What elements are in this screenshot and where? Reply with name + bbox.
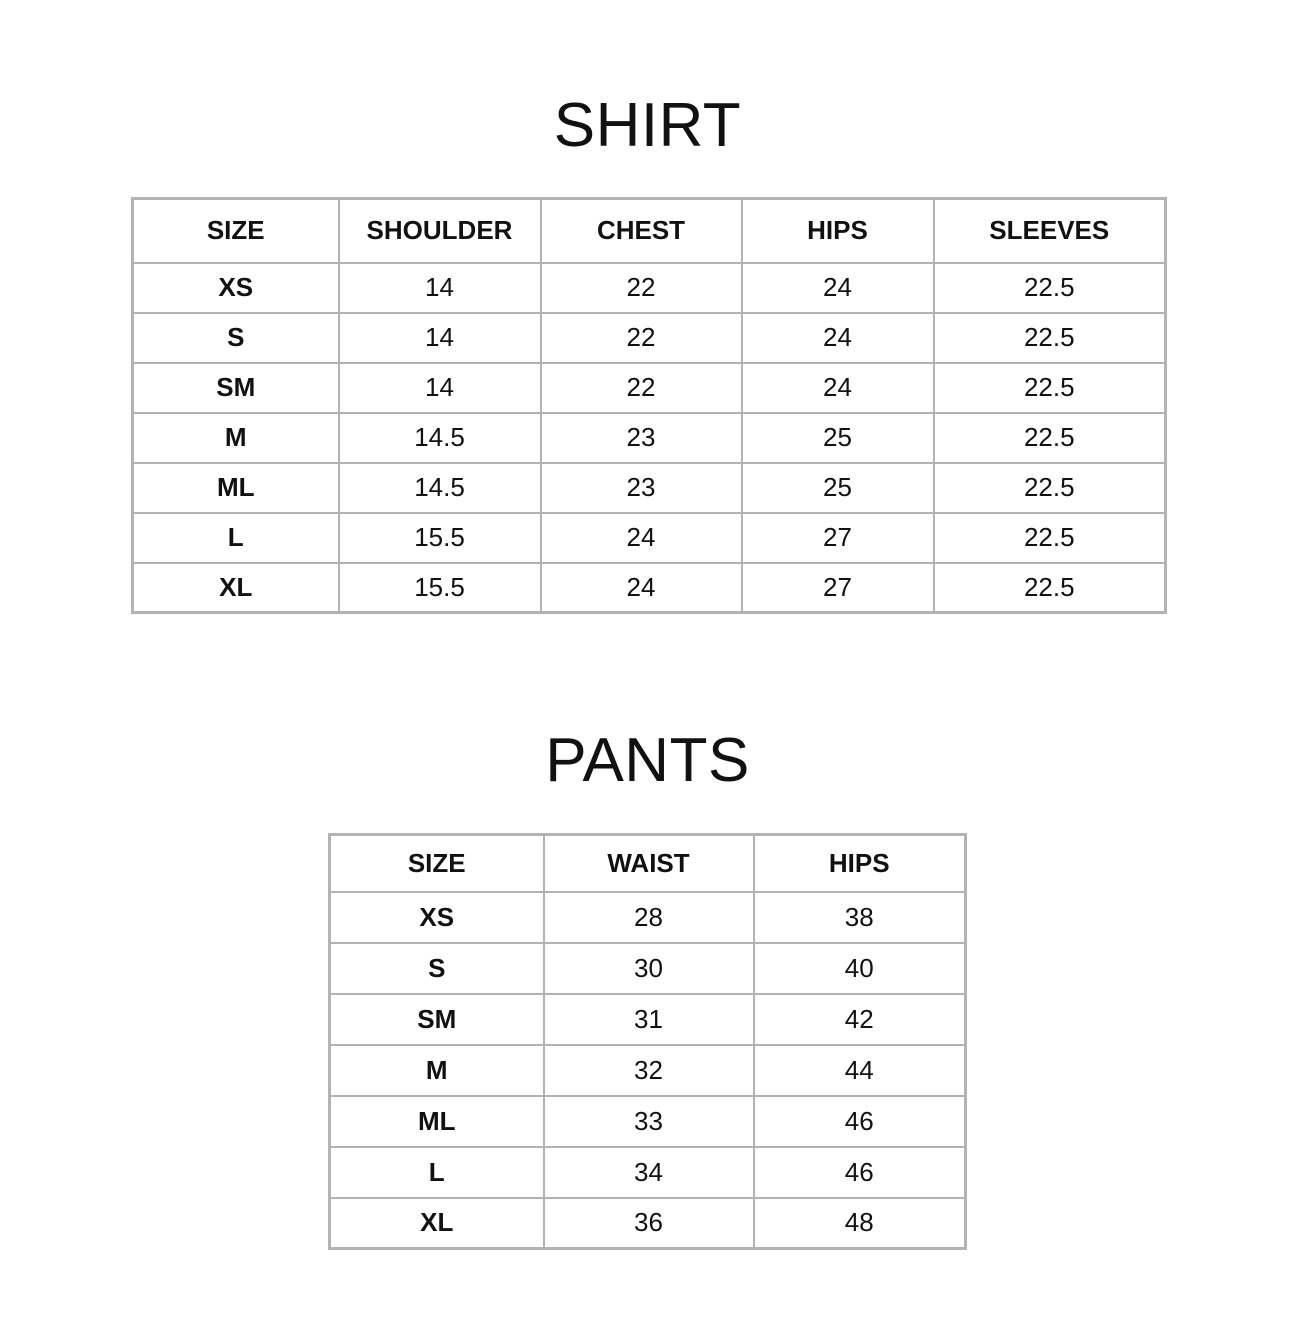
shoulder-cell: 14 xyxy=(339,263,541,313)
size-cell: XL xyxy=(133,563,339,613)
table-row xyxy=(133,563,1166,613)
sleeves-cell: 22.5 xyxy=(934,413,1166,463)
sleeves-cell: 22.5 xyxy=(934,563,1166,613)
pants-title: PANTS xyxy=(545,726,750,795)
size-cell: SM xyxy=(330,994,544,1045)
hips-cell: 27 xyxy=(742,513,934,563)
hips-cell: 48 xyxy=(754,1198,966,1249)
waist-cell: 32 xyxy=(544,1045,754,1096)
shoulder-cell: 14 xyxy=(339,363,541,413)
table-row xyxy=(133,363,1166,413)
column-header-size: SIZE xyxy=(330,835,544,892)
shirt-size-table xyxy=(131,197,1167,614)
chest-cell: 22 xyxy=(541,263,742,313)
sleeves-cell: 22.5 xyxy=(934,363,1166,413)
chest-cell: 22 xyxy=(541,313,742,363)
hips-cell: 46 xyxy=(754,1096,966,1147)
table-row xyxy=(133,413,1166,463)
size-cell: ML xyxy=(133,463,339,513)
pants-size-table xyxy=(328,833,967,1250)
waist-cell: 30 xyxy=(544,943,754,994)
hips-cell: 25 xyxy=(742,463,934,513)
waist-cell: 34 xyxy=(544,1147,754,1198)
column-header-waist: WAIST xyxy=(544,835,754,892)
size-cell: XS xyxy=(133,263,339,313)
hips-cell: 44 xyxy=(754,1045,966,1096)
column-header-size: SIZE xyxy=(133,199,339,263)
size-cell: L xyxy=(330,1147,544,1198)
shoulder-cell: 15.5 xyxy=(339,513,541,563)
waist-cell: 36 xyxy=(544,1198,754,1249)
size-cell: M xyxy=(133,413,339,463)
size-cell: L xyxy=(133,513,339,563)
chest-cell: 24 xyxy=(541,513,742,563)
size-cell: S xyxy=(330,943,544,994)
shirt-title: SHIRT xyxy=(553,91,742,160)
table-row xyxy=(330,1147,966,1198)
size-cell: XS xyxy=(330,892,544,943)
column-header-shoulder: SHOULDER xyxy=(339,199,541,263)
table-row xyxy=(330,943,966,994)
hips-cell: 42 xyxy=(754,994,966,1045)
size-cell: SM xyxy=(133,363,339,413)
hips-cell: 38 xyxy=(754,892,966,943)
sleeves-cell: 22.5 xyxy=(934,513,1166,563)
shoulder-cell: 14 xyxy=(339,313,541,363)
column-header-hips: HIPS xyxy=(742,199,934,263)
column-header-sleeves: SLEEVES xyxy=(934,199,1166,263)
shoulder-cell: 14.5 xyxy=(339,413,541,463)
chest-cell: 22 xyxy=(541,363,742,413)
table-row xyxy=(330,994,966,1045)
sleeves-cell: 22.5 xyxy=(934,263,1166,313)
waist-cell: 33 xyxy=(544,1096,754,1147)
waist-cell: 28 xyxy=(544,892,754,943)
chest-cell: 24 xyxy=(541,563,742,613)
hips-cell: 40 xyxy=(754,943,966,994)
hips-cell: 24 xyxy=(742,363,934,413)
hips-cell: 24 xyxy=(742,313,934,363)
size-cell: XL xyxy=(330,1198,544,1249)
table-row xyxy=(133,313,1166,363)
table-row xyxy=(133,263,1166,313)
chest-cell: 23 xyxy=(541,463,742,513)
size-cell: S xyxy=(133,313,339,363)
hips-cell: 24 xyxy=(742,263,934,313)
table-header-row xyxy=(330,835,966,892)
waist-cell: 31 xyxy=(544,994,754,1045)
column-header-chest: CHEST xyxy=(541,199,742,263)
shoulder-cell: 15.5 xyxy=(339,563,541,613)
table-row xyxy=(133,463,1166,513)
size-cell: ML xyxy=(330,1096,544,1147)
hips-cell: 25 xyxy=(742,413,934,463)
column-header-hips: HIPS xyxy=(754,835,966,892)
sleeves-cell: 22.5 xyxy=(934,313,1166,363)
table-row xyxy=(330,1096,966,1147)
table-row xyxy=(330,1198,966,1249)
table-row xyxy=(330,1045,966,1096)
sleeves-cell: 22.5 xyxy=(934,463,1166,513)
table-header-row xyxy=(133,199,1166,263)
hips-cell: 27 xyxy=(742,563,934,613)
table-row xyxy=(330,892,966,943)
shoulder-cell: 14.5 xyxy=(339,463,541,513)
hips-cell: 46 xyxy=(754,1147,966,1198)
table-row xyxy=(133,513,1166,563)
size-cell: M xyxy=(330,1045,544,1096)
chest-cell: 23 xyxy=(541,413,742,463)
